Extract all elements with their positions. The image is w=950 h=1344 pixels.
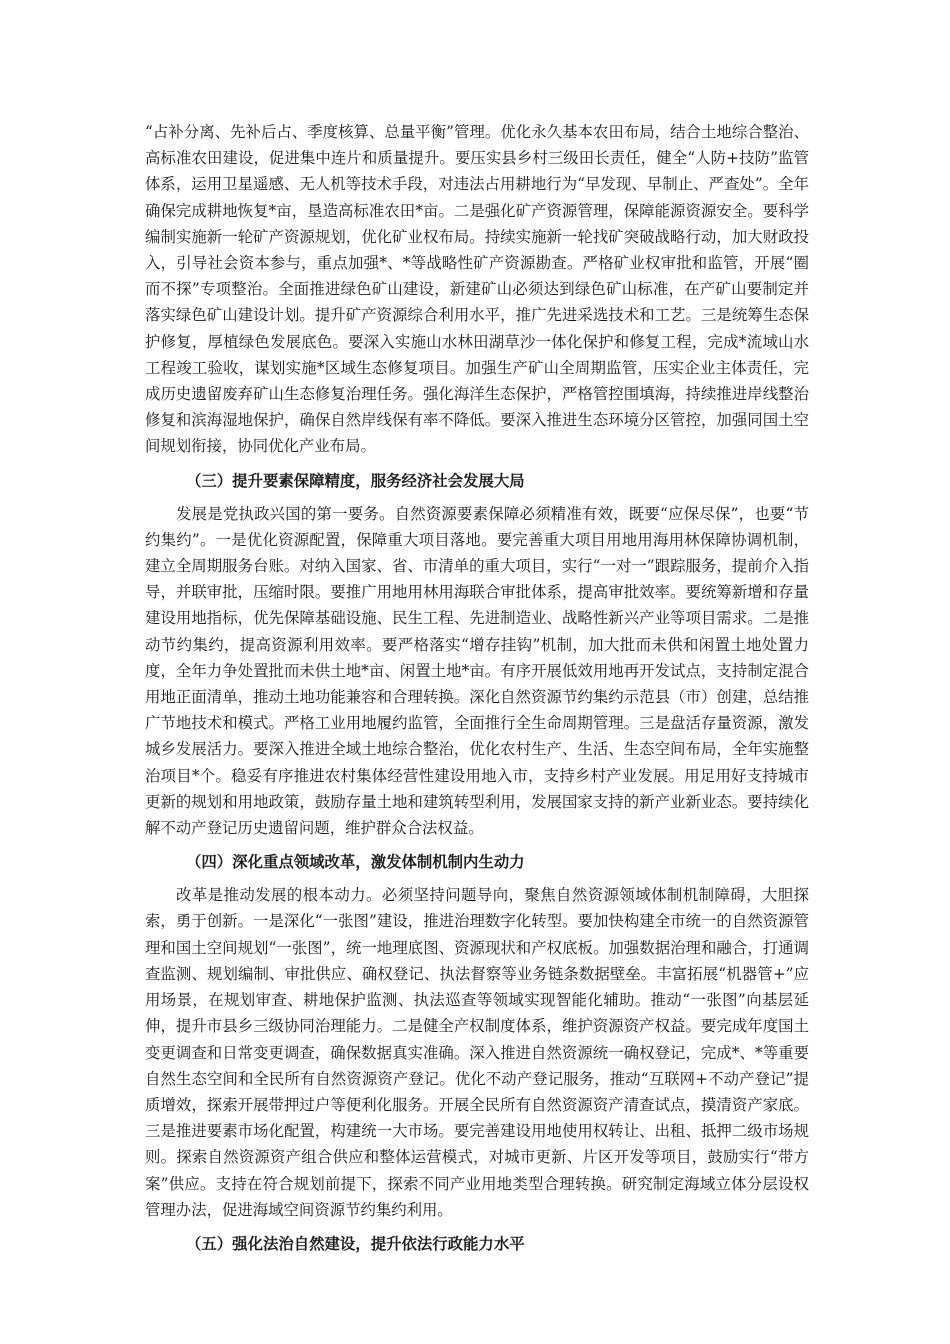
document-page bbox=[145, 119, 809, 1264]
body-paragraph: “占补分离、先补后占、季度核算、总量平衡”管理。优化永久基本农田布局，结合土地综合整治、高标准农田建设，促进集中连片和质量提升。要压实县乡村三级田长责任，健全“人防+技防”监管体系，运用卫星遥感、无人机等技术手段，对违法占用耕地行为“早发现、早制止、严查处”。全年确保完成耕地恢复*亩，垦造高标准农田*亩。二是强化矿产资源管理，保障能源资源安全。要科学编制实施新一轮矿产资源规划，优化矿业权布局。持续实施新一轮找矿突破战略行动，加大财政投入，引导社会资本参与，重点加强*、*等战略性矿产资源勘查。严格矿业权审批和监管，开展“圈而不探”专项整治。全面推进绿色矿山建设，新建矿山必须达到绿色矿山标准，在产矿山要制定并落实绿色矿山建设计划。提升矿产资源综合利用水平，推广先进采选技术和工艺。三是统筹生态保护修复，厚植绿色发展底色。要深入实施山水林田湖草沙一体化保护和修复工程，完成*流域山水工程竣工验收，谋划实施*区域生态修复项目。加强生产矿山全周期监管，压实企业主体责任，完成历史遗留废弃矿山生态修复治理任务。强化海洋生态保护，严格管控围填海，持续推进岸线整治修复和滨海湿地保护，确保自然岸线保有率不降低。要深入推进生态环境分区管控，加强同国土空间规划衔接，协同优化产业布局。 bbox=[145, 123, 809, 456]
section-heading: （四）深化重点领域改革，激发体制机制内生动力 bbox=[186, 853, 525, 872]
body-paragraph: 发展是党执政兴国的第一要务。自然资源要素保障必须精准有效，既要“应保尽保”，也要“节约集约”。一是优化资源配置，保障重大项目落地。要完善重大项目用地用海用林保障协调机制，建立全周期服务台账。对纳入国家、省、市清单的重大项目，实行“一对一”跟踪服务，提前介入指导，并联审批，压缩时限。要推广用地用林用海联合审批体系，提高审批效率。要统筹新增和存量建设用地指标，优先保障基础设施、民生工程、先进制造业、战略性新兴产业等项目需求。二是推动节约集约，提高资源利用效率。要严格落实“增存挂钩”机制，加大批而未供和闲置土地处置力度，全年力争处置批而未供土地*亩、闲置土地*亩。有序开展低效用地再开发试点，支持制定混合用地正面清单，推动土地功能兼容和合理转换。深化自然资源节约集约示范县（市）创建，总结推广节地技术和模式。严格工业用地履约监管，全面推行全生命周期管理。三是盘活存量资源，激发城乡发展活力。要深入推进全域土地综合整治，优化农村生产、生活、生态空间布局，全年实施整治项目*个。稳妥有序推进农村集体经营性建设用地入市，支持乡村产业发展。用足用好支持城市更新的规划和用地政策，鼓励存量土地和建筑转型利用，发展国家支持的新产业新业态。要持续化解不动产登记历史遗留问题，维护群众合法权益。 bbox=[145, 504, 809, 838]
section-heading: （五）强化法治自然建设，提升依法行政能力水平 bbox=[186, 1234, 525, 1253]
body-paragraph: 改革是推动发展的根本动力。必须坚持问题导向，聚焦自然资源领域体制机制障碍，大胆探索，勇于创新。一是深化“一张图”建设，推进治理数字化转型。要加快构建全市统一的自然资源管理和国土空间规划“一张图”，统一地理底图、资源现状和产权底板。加强数据治理和融合，打通调查监测、规划编制、审批供应、确权登记、执法督察等业务链条数据壁垒。丰富拓展“机器管+”应用场景，在规划审查、耕地保护监测、执法巡查等领域实现智能化辅助。推动“一张图”向基层延伸，提升市县乡三级协同治理能力。二是健全产权制度体系，维护资源资产权益。要完成年度国土变更调查和日常变更调查，确保数据真实准确。深入推进自然资源统一确权登记，完成*、*等重要自然生态空间和全民所有自然资源资产登记。优化不动产登记服务，推动“互联网+不动产登记”提质增效，探索开展带押过户等便利化服务。开展全民所有自然资源资产清查试点，摸清资产家底。三是推进要素市场化配置，构建统一大市场。要完善建设用地使用权转让、出租、抵押二级市场规则。探索自然资源资产组合供应和整体运营模式，对城市更新、片区开发等项目，鼓励实行“带方案”供应。支持在符合规划前提下，探索不同产业用地类型合理转换。研究制定海域立体分层设权管理办法，促进海域空间资源节约集约利用。 bbox=[145, 886, 809, 1219]
section-heading: （三）提升要素保障精度，服务经济社会发展大局 bbox=[186, 471, 525, 490]
